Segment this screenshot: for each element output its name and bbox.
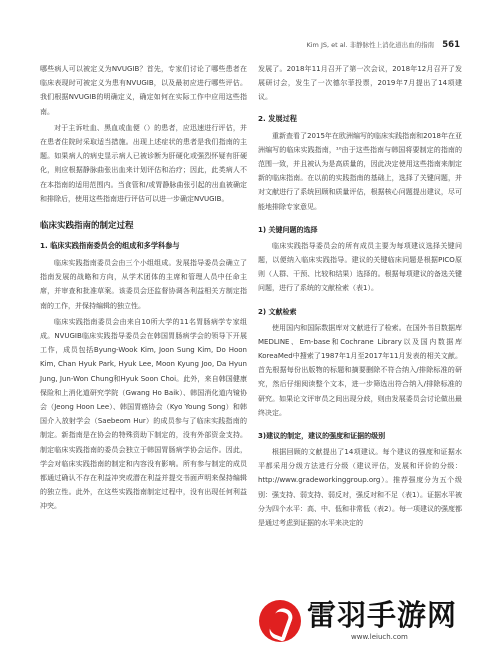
right-para-5: 根据回顾的文献提出了14项建议。每个建议的强度和证据水平都采用分级方法进行分级（建议评估，发展和评价的分级：http://www.gradeworkinggroup.org）。推荐强度分为五个级别：强支持、弱支持、弱反对，强反对和不足（表1）。证据水平被分为四个水平：高、中、低和非常低（表2）。每一项建议的强度都是通过考虑到证据的水平来决定的 (258, 448, 462, 528)
subheading-recommendations: 3)建议的制定，建议的强度和证据的级别 (258, 432, 386, 441)
subheading-key-questions: 1) 关键问题的选择 (258, 225, 318, 234)
left-para-3: 临床实践指南委员会由三个小组组成。发展指导委员会确立了指南发展的战略和方向，从学术团体的主席和管理人员中任命主席，并审查和批准草案。该委员会还监督协调各利益相关方制定指南的工作，并保持编辑的独立性。 (40, 259, 247, 310)
page-number: 561 (442, 40, 460, 50)
running-head-text: Kim JS, et al. 非静脉性上消化道出血的指南 (306, 41, 435, 49)
right-para-3: 临床实践指导委员会的所有成员主要为每项建议选择关键问题，以便纳入临床实践指导。建议的关键临床问题是根据PICO原则（人群、干预、比较和结果）选择的。根据每项建议的备选关键问题，进行了系统的文献检索（表1）。 (258, 241, 462, 293)
left-para-1: 哪些病人可以被定义为NVUGIB？首先，专家们讨论了哪些患者在临床表现时可被定义为患有NVUGIB，以及最初应进行哪些评估。我们根据NVUGIB的明确定义，确定如何在实际工作中应用这些指南。 (40, 65, 247, 116)
watermark-logo-icon (259, 600, 301, 642)
left-para-4: 临床实践指南委员会由来自10所大学的11名胃肠病学专家组成。NVUGIB临床实践指导委员会在韩国胃肠病学会的领导下开展工作，成员包括Byung-Wook Kim, Joon Sung Kim, Do Hoon Kim, Chan Hyuk Park, Hyuk Lee, Moon Kyung Joo, Da Hyun Jung, Jun-Won Chung和Hyuk Soon Choi。此外，来自韩国健康保险和上消化道研究学院（Gwang Ho Baik）、韩国消化道内镜协会（Jeong Hoon Lee）、韩国胃癌协会（Kyo Young Song）和韩国介入放射学会（Saebeom Hur）的成员参与了临床实践指南的制定。新指南是在协会的特殊资助下制定的，没有外部资金支持。制定临床实践指南的委员会独立于韩国胃肠病学协会运作。因此，学会对临床实践指南的制定和内容没有影响。所有参与制定的成员都通过确认不存在利益冲突或潜在利益并提交书面声明来保持编辑的独立性。此外，在这些实践指南制定过程中，没有出现任何利益冲突。 (40, 317, 247, 511)
right-para-2: 重新查看了2015年在欧洲编写的临床实践指南和2018年在亚洲编写的临床实践指南，¹⁰由于这些指南与韩国将要制定的指南的范围一致，并且被认为是高质量的，因此决定使用这些指南来制定新的临床指南。在以前的实践指南的基础上，选择了关键问题，并对文献进行了系统回顾和质量评估，根据核心问题提出建议，尽可能地排除专家意见。 (258, 131, 462, 211)
right-para-1: 发展了。2018年11月召开了第一次会议，2018年12月召开了发展研讨会，发生了一次德尔菲投票，2019年7月提出了14项建议。 (258, 65, 462, 102)
subheading-literature-search: 2) 文献检索 (258, 307, 297, 316)
watermark (255, 596, 480, 648)
section-heading-guideline-process: 临床实践指南的制定过程 (40, 221, 134, 232)
right-para-4: 使用国内和国际数据库对文献进行了检索。在国外书目数据库MEDLINE、Em-base和Cochrane Library以及国内数据库KoreaMed中搜索了1987年1月至2017年11月发表的相关文献。首先根据每份出版物的标题和摘要删除不符合纳入/排除标准的研究，然后仔细阅读整个文本，进一步筛选出符合纳入/排除标准的研究。如果论文评审员之间出现分歧，则由发展委员会讨论做出最终决定。 (258, 323, 462, 417)
left-para-2: 对于主诉吐血、黑血或血便（）的患者，应迅速进行评估，并在患者住院时采取适当措施。出现上述症状的患者是我们指南的主题。如果病人的病史显示病人已被诊断为肝硬化或强烈怀疑有肝硬化，则应根据静脉曲张出血来计划评估和治疗；因此，此类病人不在本指南的适用范围内。当食管和/或胃静脉曲张引起的出血被确定和排除后，使用这些指南进行评估可以进一步确定NVUGIB。 (40, 123, 247, 203)
subheading-committee: 1. 临床实践指南委员会的组成和多学科参与 (40, 241, 180, 251)
watermark-url: www.leiuch.com (351, 633, 408, 641)
watermark-title: 雷羽手游网 (307, 598, 458, 632)
subheading-development-process: 2. 发展过程 (258, 113, 297, 123)
left-column (40, 62, 247, 516)
right-column (258, 62, 462, 532)
running-head (306, 40, 460, 50)
